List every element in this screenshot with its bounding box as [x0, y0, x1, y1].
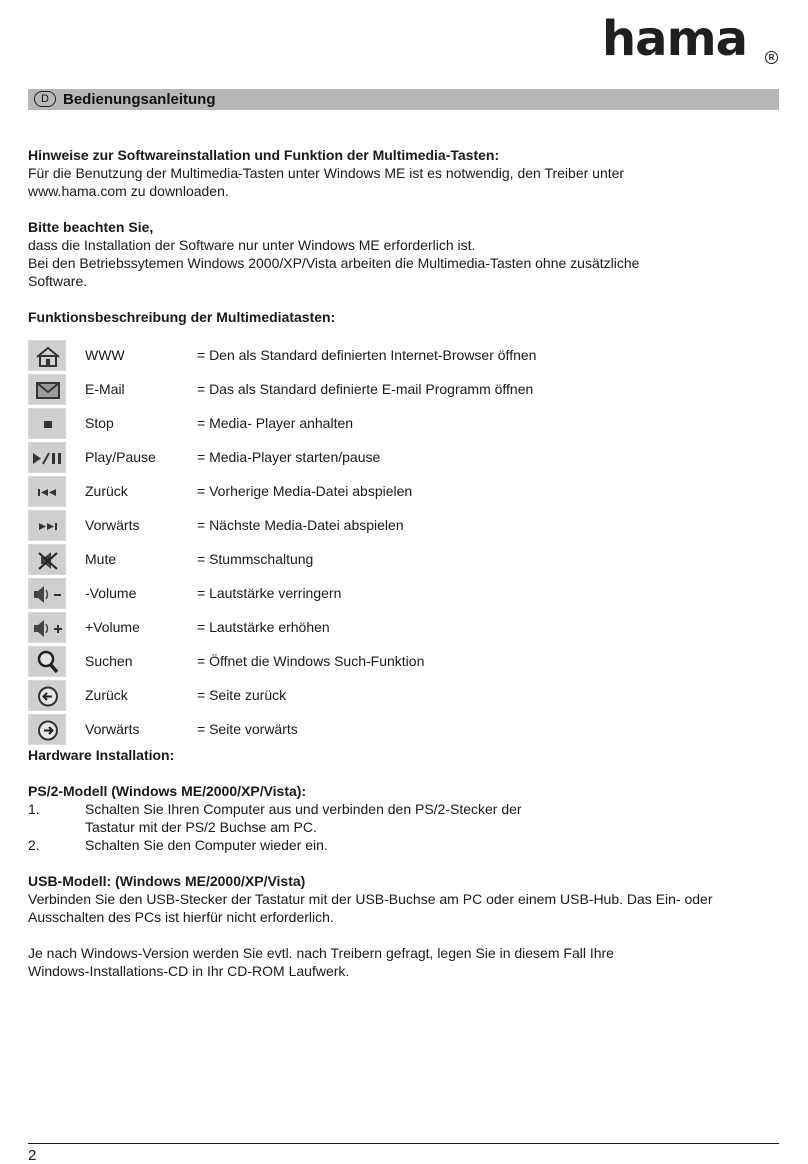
search-icon	[28, 646, 66, 677]
logo-wordmark: hama	[602, 11, 747, 67]
function-description: = Öffnet die Windows Such-Funktion	[197, 653, 425, 669]
function-row	[28, 374, 778, 408]
function-description: = Lautstärke verringern	[197, 585, 342, 601]
intro-line-1: Für die Benutzung der Multimedia-Tasten unter Windows ME ist es notwendig, den Treiber unter	[28, 165, 625, 181]
function-row	[28, 476, 778, 510]
function-row	[28, 714, 778, 748]
next-track-icon	[28, 510, 66, 541]
function-row	[28, 680, 778, 714]
function-name: Stop	[85, 415, 114, 431]
function-row	[28, 340, 778, 374]
section-header-bar	[28, 89, 779, 110]
function-name: Zurück	[85, 483, 128, 499]
usb-title: USB-Modell: (Windows ME/2000/XP/Vista)	[28, 873, 306, 889]
step-line-2: Tastatur mit der PS/2 Buchse am PC.	[85, 819, 317, 835]
function-description: = Nächste Media-Datei abspielen	[197, 517, 404, 533]
back-arrow-icon	[28, 680, 66, 711]
function-row	[28, 646, 778, 680]
function-row	[28, 578, 778, 612]
driver-line-1: Je nach Windows-Version werden Sie evtl. nach Treibern gefragt, legen Sie in diesem Fall Ihre	[28, 945, 614, 961]
function-name: Zurück	[85, 687, 128, 703]
volume-up-icon	[28, 612, 66, 643]
function-name: Mute	[85, 551, 117, 567]
step-number: 1.	[28, 801, 40, 817]
function-description: = Seite vorwärts	[197, 721, 298, 737]
function-name: E-Mail	[85, 381, 125, 397]
hardware-title: Hardware Installation:	[28, 747, 175, 763]
function-name: Vorwärts	[85, 517, 140, 533]
function-row	[28, 510, 778, 544]
function-description: = Media- Player anhalten	[197, 415, 354, 431]
note-line-2: Bei den Betriebssytemen Windows 2000/XP/Vista arbeiten die Multimedia-Tasten ohne zusätzliche	[28, 255, 640, 271]
functions-title: Funktionsbeschreibung der Multimediatasten:	[28, 309, 336, 325]
function-name: Suchen	[85, 653, 133, 669]
forward-arrow-icon	[28, 714, 66, 745]
function-description: = Den als Standard definierten Internet-Browser öffnen	[197, 347, 537, 363]
footer-divider	[28, 1143, 779, 1144]
manual-content	[28, 146, 778, 980]
function-name: WWW	[85, 347, 125, 363]
driver-line-2: Windows-Installations-CD in Ihr CD-ROM Laufwerk.	[28, 963, 350, 979]
function-description: = Lautstärke erhöhen	[197, 619, 330, 635]
function-list	[28, 340, 778, 748]
stop-icon	[28, 408, 66, 439]
step-item	[28, 836, 778, 854]
registered-mark: R	[765, 51, 778, 64]
step-line-1: Schalten Sie den Computer wieder ein.	[85, 837, 328, 853]
function-row	[28, 442, 778, 476]
ps2-steps	[28, 800, 778, 854]
function-description: = Seite zurück	[197, 687, 287, 703]
section-title: Bedienungsanleitung	[63, 91, 216, 108]
home-icon	[28, 340, 66, 371]
function-description: = Vorherige Media-Datei abspielen	[197, 483, 413, 499]
volume-down-icon	[28, 578, 66, 609]
note-line-1: dass die Installation der Software nur unter Windows ME erforderlich ist.	[28, 237, 476, 253]
function-name: Vorwärts	[85, 721, 140, 737]
note-line-3: Software.	[28, 273, 88, 289]
function-description: = Stummschaltung	[197, 551, 314, 567]
page-number: 2	[28, 1147, 37, 1164]
intro-line-2: www.hama.com zu downloaden.	[28, 183, 229, 199]
usb-line-1: Verbinden Sie den USB-Stecker der Tastatur mit der USB-Buchse am PC oder einem USB-Hub. Das Ein- oder	[28, 891, 713, 907]
step-line-1: Schalten Sie Ihren Computer aus und verbinden den PS/2-Stecker der	[85, 801, 522, 817]
note-title: Bitte beachten Sie,	[28, 219, 154, 235]
ps2-title: PS/2-Modell (Windows ME/2000/XP/Vista):	[28, 783, 307, 799]
email-icon	[28, 374, 66, 405]
function-description: = Das als Standard definierte E-mail Programm öffnen	[197, 381, 534, 397]
function-row	[28, 408, 778, 442]
function-description: = Media-Player starten/pause	[197, 449, 381, 465]
function-name: Play/Pause	[85, 449, 156, 465]
function-name: -Volume	[85, 585, 137, 601]
usb-line-2: Ausschalten des PCs ist hierfür nicht erforderlich.	[28, 909, 334, 925]
play-pause-icon	[28, 442, 66, 473]
function-name: +Volume	[85, 619, 140, 635]
step-number: 2.	[28, 837, 40, 853]
function-row	[28, 544, 778, 578]
hama-logo	[602, 11, 780, 67]
mute-icon	[28, 544, 66, 575]
intro-title: Hinweise zur Softwareinstallation und Funktion der Multimedia-Tasten:	[28, 147, 500, 163]
function-row	[28, 612, 778, 646]
step-item	[28, 800, 778, 836]
language-badge: D	[34, 91, 56, 107]
previous-track-icon	[28, 476, 66, 507]
